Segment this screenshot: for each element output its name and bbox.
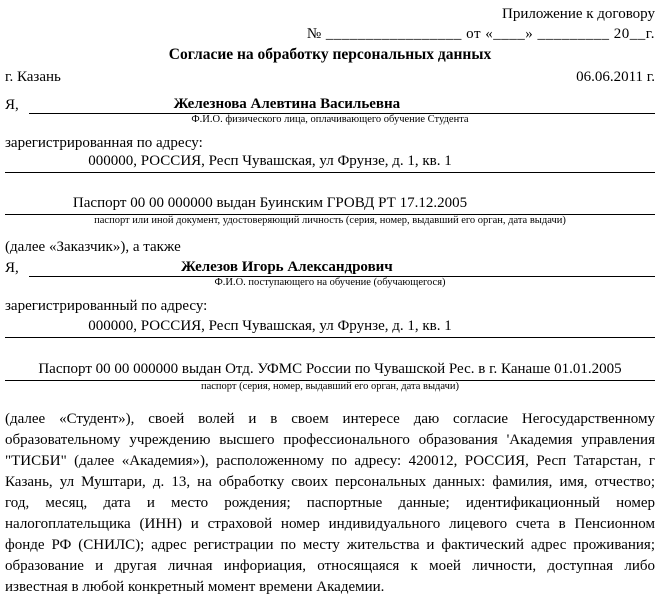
student-address-label: зарегистрированный по адресу: (5, 298, 208, 314)
body-line: год, месяц, дата и место рождения; паспортные данные; идентификационный номер (5, 495, 655, 511)
document-title: Согласие на обработку персональных данных (168, 46, 492, 63)
payer-section (5, 95, 655, 256)
payer-passport-caption: паспорт или иной документ, удостоверяющий личность (серия, номер, выдавший его орган, дата выдачи) (94, 215, 566, 226)
student-name-field: Железов Игорь Александрович (29, 258, 655, 277)
payer-pronoun-label: Я, (5, 97, 19, 113)
consent-body-paragraph (5, 409, 655, 598)
payer-address-label: зарегистрированная по адресу: (5, 135, 203, 151)
student-section (5, 258, 655, 393)
body-line: фонде РФ (СНИЛС); адрес регистрации по месту жительства и фактический адрес проживания; (5, 537, 655, 553)
customer-also-note: (далее «Заказчик»), а также (5, 239, 181, 255)
contract-number-line: № _________________ от «____» _________ 20__г. (306, 26, 655, 42)
appendix-note: Приложение к договору (502, 6, 655, 22)
body-line: известная в любой конкретный момент времени Академии. (5, 579, 385, 595)
city-date-row (5, 68, 655, 86)
student-passport-caption: паспорт (серия, номер, выдавший его орган, дата выдачи) (200, 381, 460, 392)
city-label: г. Казань (5, 69, 61, 85)
body-line: образование и другая личная инфориация, относящаяся к моей личности, доступная либо (5, 558, 655, 574)
payer-name-row (5, 95, 655, 114)
body-line: (далее «Студент»), своей волей и в своем интересе даю согласие Негосударственному (5, 411, 655, 427)
student-pronoun-label: Я, (5, 260, 19, 276)
payer-name-field: Железнова Алевтина Васильевна (29, 95, 655, 114)
body-line: образовательному учреждению высшего профессионального образования 'Академия управления (5, 432, 655, 448)
student-name-row (5, 258, 655, 277)
student-name-caption: Ф.И.О. поступающего на обучение (обучающегося) (214, 277, 446, 288)
date-label: 06.06.2011 г. (576, 69, 655, 85)
payer-name-caption: Ф.И.О. физического лица, оплачивающего обучение Студента (191, 114, 469, 125)
body-line: "ТИСБИ" (далее «Академия»), расположенному по адресу: 420012, РОССИЯ, Респ Татарстан, г (5, 453, 655, 469)
body-line: Казань, ул Муштари, д. 13, на обработку своих персональных данных: фамилия, имя, отчество; (5, 474, 655, 490)
payer-address-field: 000000, РОССИЯ, Респ Чувашская, ул Фрунзе, д. 1, кв. 1 (5, 152, 655, 173)
body-line: налогоплательщика (ИНН) и страховой номер индивидуального лицевого счета в Пенсионном (5, 516, 655, 532)
student-address-field: 000000, РОССИЯ, Респ Чувашская, ул Фрунзе, д. 1, кв. 1 (5, 317, 655, 338)
student-passport-field: Паспорт 00 00 000000 выдан Отд. УФМС России по Чувашской Рес. в г. Канаше 01.01.2005 (5, 360, 655, 381)
payer-passport-field: Паспорт 00 00 000000 выдан Буинским ГРОВД РТ 17.12.2005 (5, 194, 655, 215)
